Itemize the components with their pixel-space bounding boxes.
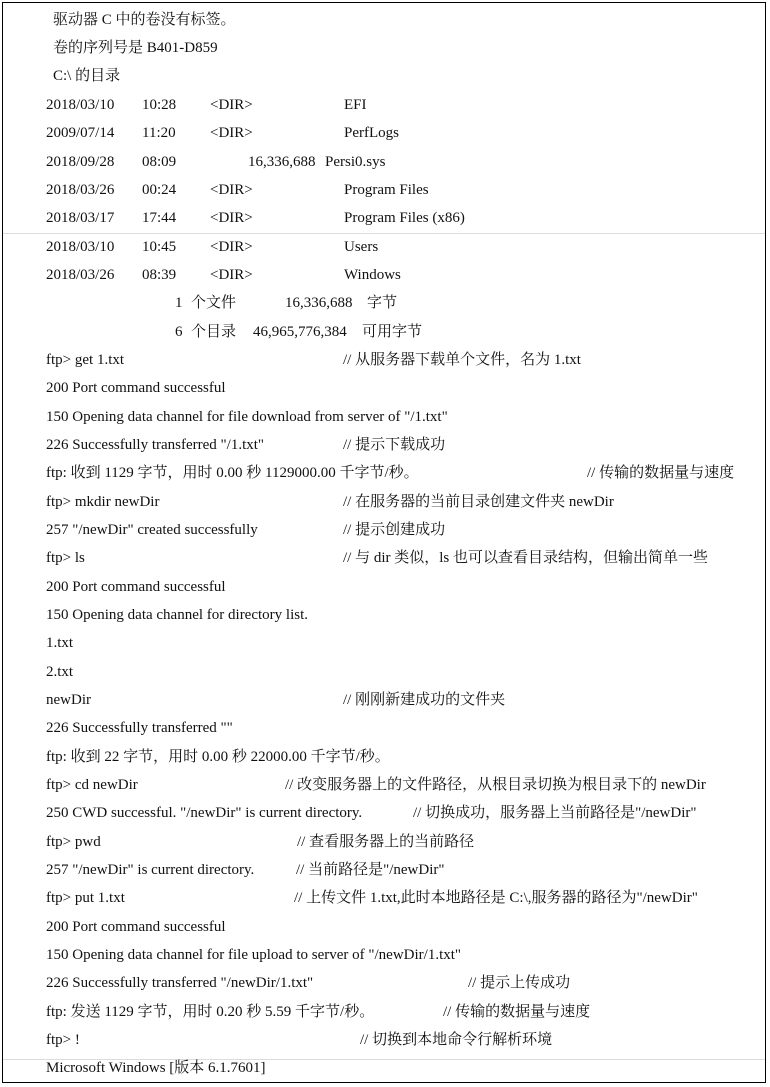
output-line: ftp: 收到 1129 字节，用时 0.00 秒 1129000.00 千字节/秒。	[46, 465, 419, 481]
summary-count: 1	[175, 295, 183, 311]
entry-time: 10:28	[142, 97, 177, 113]
output-line: 2.txt	[46, 664, 74, 680]
entry-date: 2018/09/28	[46, 154, 115, 170]
comment: // 改变服务器上的文件路径，从根目录切换为根目录下的 newDir	[285, 777, 706, 793]
output-line: 250 CWD successful. "/newDir" is current directory.	[46, 805, 363, 821]
output-line: Microsoft Windows [版本 6.1.7601]	[46, 1060, 266, 1076]
entry-date: 2018/03/26	[46, 182, 115, 198]
output-line: newDir	[46, 692, 91, 708]
output-line: ftp> !	[46, 1032, 80, 1048]
entry-name: Persi0.sys	[325, 154, 386, 170]
comment: // 在服务器的当前目录创建文件夹 newDir	[343, 494, 614, 510]
entry-time: 11:20	[142, 125, 176, 141]
output-line: 150 Opening data channel for file upload to server of "/newDir/1.txt"	[46, 947, 462, 963]
output-line: 257 "/newDir" is current directory.	[46, 862, 255, 878]
output-line: ftp> mkdir newDir	[46, 494, 160, 510]
output-line: ftp> get 1.txt	[46, 352, 125, 368]
output-line: ftp: 发送 1129 字节，用时 0.20 秒 5.59 千字节/秒。	[46, 1004, 375, 1020]
summary-bytes: 16,336,688	[285, 295, 353, 311]
output-line: 226 Successfully transferred ""	[46, 720, 233, 736]
output-line: ftp> ls	[46, 550, 85, 566]
comment: // 上传文件 1.txt,此时本地路径是 C:\,服务器的路径为"/newDir"	[294, 890, 698, 906]
header-line: 驱动器 C 中的卷没有标签。	[53, 12, 236, 28]
entry-type: <DIR>	[210, 210, 253, 226]
output-line: 226 Successfully transferred "/1.txt"	[46, 437, 265, 453]
header-line: C:\ 的目录	[53, 68, 121, 84]
comment: // 刚刚新建成功的文件夹	[343, 692, 506, 708]
entry-date: 2018/03/10	[46, 97, 115, 113]
entry-date: 2018/03/17	[46, 210, 115, 226]
entry-time: 08:09	[142, 154, 177, 170]
entry-name: Windows	[344, 267, 401, 283]
comment: // 提示下载成功	[343, 437, 446, 453]
entry-type: <DIR>	[210, 182, 253, 198]
output-line: ftp> cd newDir	[46, 777, 138, 793]
entry-time: 17:44	[142, 210, 177, 226]
comment: // 与 dir 类似，ls 也可以查看目录结构，但输出简单一些	[343, 550, 709, 566]
output-line: 200 Port command successful	[46, 919, 226, 935]
output-line: 200 Port command successful	[46, 579, 226, 595]
summary-count: 6	[175, 324, 183, 340]
entry-time: 08:39	[142, 267, 177, 283]
output-line: 1.txt	[46, 635, 74, 651]
output-line: 150 Opening data channel for file download from server of "/1.txt"	[46, 409, 448, 425]
divider	[3, 233, 765, 234]
entry-name: Program Files (x86)	[344, 210, 465, 226]
summary-unit: 字节	[367, 295, 398, 311]
entry-date: 2018/03/26	[46, 267, 115, 283]
comment: // 切换到本地命令行解析环境	[360, 1032, 553, 1048]
comment: // 提示上传成功	[468, 975, 571, 991]
entry-type: <DIR>	[210, 239, 253, 255]
output-line: ftp: 收到 22 字节，用时 0.00 秒 22000.00 千字节/秒。	[46, 749, 390, 765]
comment: // 从服务器下载单个文件，名为 1.txt	[343, 352, 581, 368]
entry-time: 10:45	[142, 239, 177, 255]
output-line: 150 Opening data channel for directory list.	[46, 607, 309, 623]
header-line: 卷的序列号是 B401-D859	[53, 40, 218, 56]
comment: // 当前路径是"/newDir"	[296, 862, 445, 878]
output-line: ftp> put 1.txt	[46, 890, 125, 906]
entry-type: <DIR>	[210, 125, 253, 141]
comment: // 传输的数据量与速度	[443, 1004, 591, 1020]
entry-type: <DIR>	[210, 97, 253, 113]
output-line: 226 Successfully transferred "/newDir/1.txt"	[46, 975, 314, 991]
entry-name: EFI	[344, 97, 367, 113]
entry-date: 2018/03/10	[46, 239, 115, 255]
comment: // 查看服务器上的当前路径	[297, 834, 475, 850]
entry-name: PerfLogs	[344, 125, 399, 141]
output-line: 200 Port command successful	[46, 380, 226, 396]
output-line: ftp> pwd	[46, 834, 101, 850]
summary-label: 个文件	[191, 295, 237, 311]
entry-name: Users	[344, 239, 379, 255]
entry-time: 00:24	[142, 182, 177, 198]
entry-size: 16,336,688	[248, 154, 316, 170]
output-line: 257 "/newDir" created successfully	[46, 522, 258, 538]
entry-date: 2009/07/14	[46, 125, 115, 141]
comment: // 传输的数据量与速度	[587, 465, 735, 481]
summary-unit: 可用字节	[362, 324, 423, 340]
entry-name: Program Files	[344, 182, 429, 198]
entry-type: <DIR>	[210, 267, 253, 283]
comment: // 切换成功，服务器上当前路径是"/newDir"	[413, 805, 697, 821]
summary-bytes: 46,965,776,384	[253, 324, 347, 340]
comment: // 提示创建成功	[343, 522, 446, 538]
summary-label: 个目录	[191, 324, 237, 340]
console-listing	[2, 2, 766, 1083]
